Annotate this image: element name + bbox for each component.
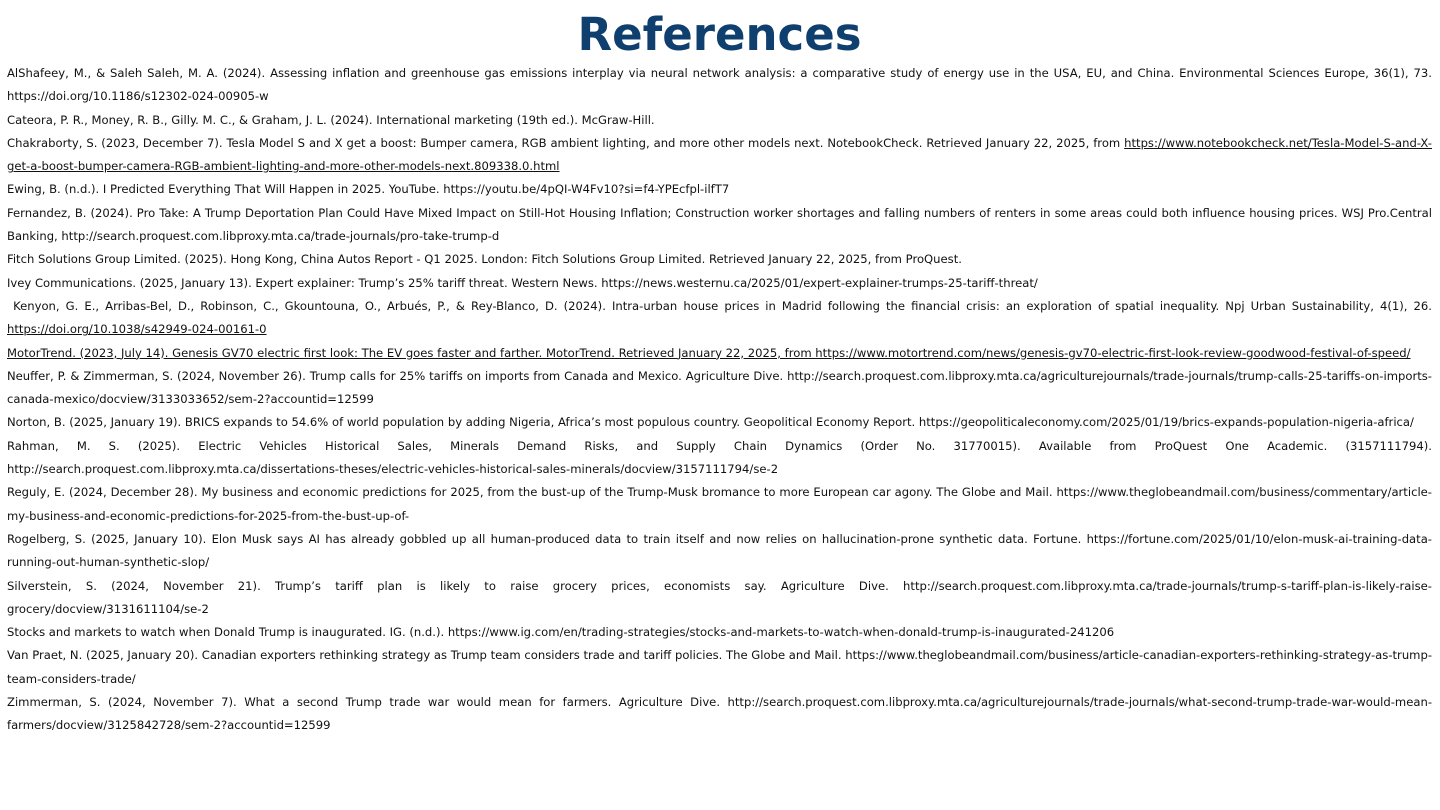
reference-item-rahman [7, 435, 1432, 482]
reference-text: AlShafeey, M., & Saleh Saleh, M. A. (2024). Assessing inflation and greenhouse gas emissions interplay via neural network analysis: a comparative study of energy use in the USA, EU, and China. Environmental Sciences Europe, 36(1), 73. https://doi.org/10.1186/s12302-024-00905-w [7, 66, 1432, 104]
reference-text: Silverstein, S. (2024, November 21). Trump’s tariff plan is likely to raise grocery prices, economists say. Agriculture Dive. http://search.proquest.com.libproxy.mta.ca/trade-journals/trump-s-tariff-plan-is-likely-raise-grocery/docview/3131611104/se-2 [7, 578, 1432, 616]
reference-text: Kenyon, G. E., Arribas-Bel, D., Robinson, C., Gkountouna, O., Arbués, P., & Rey-Blanco, D. (2024). Intra-urban house prices in Madrid following the financial crisis: an exploration of spatial inequality. Npj Urban Sustainability, 4(1), 26. [7, 298, 1436, 313]
reference-text: Zimmerman, S. (2024, November 7). What a second Trump trade war would mean for farmers. Agriculture Dive. http://search.proquest.com.libproxy.mta.ca/agriculturejournals/trade-journals/what-second-trump-trade-war-would-mean-farmers/docview/3125842728/sem-2?accountid=12599 [7, 695, 1432, 733]
reference-text: Rogelberg, S. (2025, January 10). Elon Musk says AI has already gobbled up all human-produced data to train itself and now relies on hallucination-prone synthetic data. Fortune. https://fortune.com/2025/01/10/elon-musk-ai-training-data-running-out-human-synthetic-slop/ [7, 531, 1432, 570]
reference-item-van-praet [7, 644, 1432, 691]
reference-text: Ivey Communications. (2025, January 13). Expert explainer: Trump’s 25% tariff threat. Western News. https://news.westernu.ca/2025/01/expert-explainer-trumps-25-tariff-threat/ [7, 275, 1038, 290]
reference-item-fitch [7, 248, 1432, 271]
page-title: References [577, 8, 862, 61]
reference-link[interactable]: https://doi.org/10.1038/s42949-024-00161-0 [7, 322, 267, 337]
reference-text: Rahman, M. S. (2025). Electric Vehicles Historical Sales, Minerals Demand Risks, and Supply Chain Dynamics (Order No. 31770015). Available from ProQuest One Academic. (3157111794). http://search.proquest.com.libproxy.mta.ca/dissertations-theses/electric-vehicles-historical-sales-minerals/docview/3157111794/se-2 [7, 438, 1432, 477]
reference-item-neuffer [7, 365, 1432, 412]
reference-item-ewing [7, 178, 1432, 201]
references-list [7, 62, 1436, 738]
reference-item-chakraborty [7, 132, 1432, 179]
reference-item-silverstein [7, 575, 1432, 622]
reference-item-fernandez [7, 202, 1432, 249]
reference-item-zimmerman [7, 691, 1432, 738]
reference-item-alshafeey [7, 62, 1432, 109]
reference-item-rogelberg [7, 528, 1432, 575]
reference-item-ivey [7, 272, 1432, 295]
reference-item-kenyon [7, 295, 1436, 342]
reference-text: Fitch Solutions Group Limited. (2025). Hong Kong, China Autos Report - Q1 2025. London: Fitch Solutions Group Limited. Retrieved January 22, 2025, from ProQuest. [7, 252, 962, 267]
reference-link[interactable]: MotorTrend. (2023, July 14). Genesis GV70 electric first look: The EV goes faster and farther. MotorTrend. Retrieved January 22, 2025, from https://www.motortrend.com/news/genesis-gv70-electric-first-look-review-goodwood-festival-of-speed/ [7, 345, 1411, 360]
reference-item-cateora [7, 109, 1432, 132]
reference-text: Chakraborty, S. (2023, December 7). Tesla Model S and X get a boost: Bumper camera, RGB ambient lighting, and more other models next. NotebookCheck. Retrieved January 22, 2025, from [7, 135, 1125, 150]
reference-text: Neuffer, P. & Zimmerman, S. (2024, November 26). Trump calls for 25% tariffs on imports from Canada and Mexico. Agriculture Dive. http://search.proquest.com.libproxy.mta.ca/agriculturejournals/trade-journals/trump-calls-25-tariffs-on-imports-canada-mexico/docview/3133033652/sem-2?accountid=12599 [7, 368, 1432, 407]
reference-text: Ewing, B. (n.d.). I Predicted Everything That Will Happen in 2025. YouTube. https://youtu.be/4pQI-W4Fv10?si=f4-YPEcfpl-ilfT7 [7, 182, 730, 197]
reference-text: Reguly, E. (2024, December 28). My business and economic predictions for 2025, from the bust-up of the Trump-Musk bromance to more European car agony. The Globe and Mail. https://www.theglobeandmail.com/business/commentary/article-my-business-and-economic-predictions-for-2025-from-the-bust-up-of- [7, 485, 1432, 523]
reference-text: Norton, B. (2025, January 19). BRICS expands to 54.6% of world population by adding Nigeria, Africa’s most populous country. Geopolitical Economy Report. https://geopoliticaleconomy.com/2025/01/19/brics-expands-population-nigeria-africa/ [7, 415, 1414, 430]
reference-text: Fernandez, B. (2024). Pro Take: A Trump Deportation Plan Could Have Mixed Impact on Still-Hot Housing Inflation; Construction worker shortages and falling numbers of renters in some areas could both influence housing prices. WSJ Pro.Central Banking, http://search.proquest.com.libproxy.mta.ca/trade-journals/pro-take-trump-d [7, 205, 1432, 244]
reference-text: Van Praet, N. (2025, January 20). Canadian exporters rethinking strategy as Trump team considers trade and tariff policies. The Globe and Mail. https://www.theglobeandmail.com/business/article-canadian-exporters-rethinking-strategy-as-trump-team-considers-trade/ [7, 648, 1432, 686]
reference-text: Cateora, P. R., Money, R. B., Gilly. M. C., & Graham, J. L. (2024). International marketing (19th ed.). McGraw-Hill. [7, 112, 655, 127]
reference-item-ig [7, 621, 1432, 644]
reference-item-motortrend [7, 342, 1432, 365]
reference-item-norton [7, 411, 1432, 434]
reference-item-reguly [7, 481, 1432, 528]
reference-link[interactable]: https://www.notebookcheck.net/Tesla-Model-S-and-X-get-a-boost-bumper-camera-RGB-ambient-lighting-and-more-other-models-next.809338.0.html [7, 135, 1432, 174]
reference-text: Stocks and markets to watch when Donald Trump is inaugurated. IG. (n.d.). https://www.ig.com/en/trading-strategies/stocks-and-markets-to-watch-when-donald-trump-is-inaugurated-241206 [7, 625, 1115, 640]
